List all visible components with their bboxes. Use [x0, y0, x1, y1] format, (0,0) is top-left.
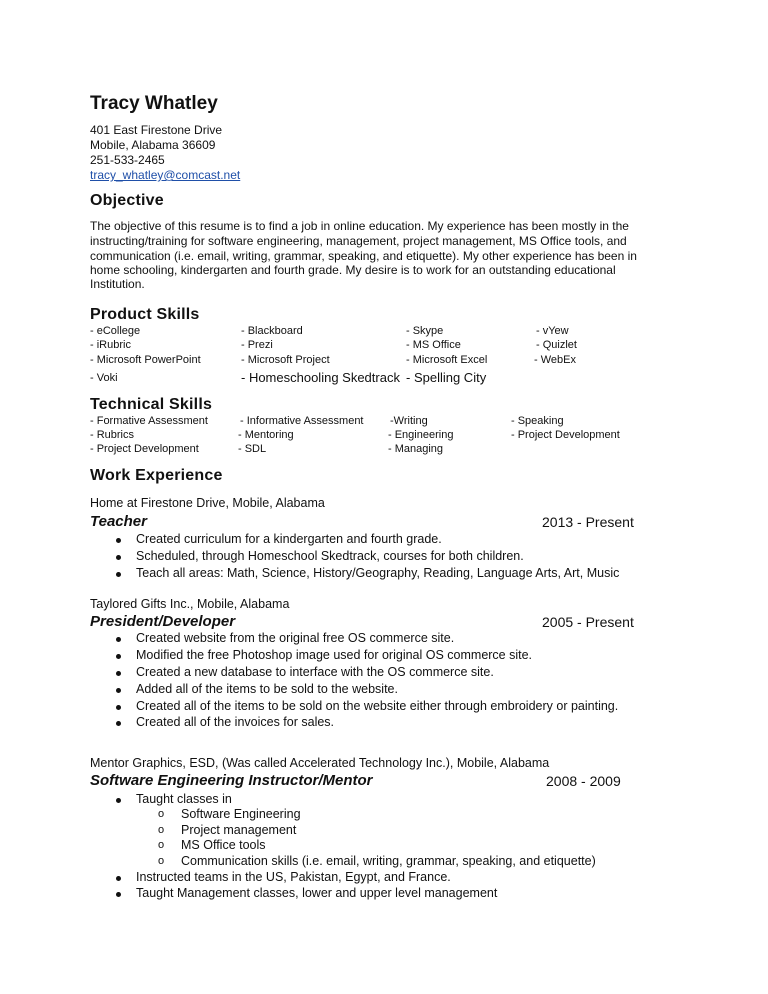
employer-line: Mentor Graphics, ESD, (Was called Accelerated Technology Inc.), Mobile, Alabama — [90, 756, 550, 770]
job-dates: 2005 - Present — [542, 614, 634, 630]
job-bullet: Modified the free Photoshop image used for original OS commerce site. — [136, 648, 533, 662]
product-skill: - Skype — [406, 325, 444, 337]
bullet-icon — [116, 705, 121, 710]
bullet-icon — [116, 555, 121, 560]
technical-skill: - Managing — [388, 443, 444, 455]
bullet-icon — [116, 637, 121, 642]
technical-skill: - Rubrics — [90, 429, 135, 441]
bullet-icon — [116, 671, 121, 676]
bullet-icon — [116, 688, 121, 693]
sub-bullet-icon: o — [158, 824, 165, 836]
sub-bullet-icon: o — [158, 855, 165, 867]
product-skill: - Microsoft PowerPoint — [90, 354, 201, 366]
technical-skill: -Writing — [390, 415, 428, 427]
job-title: President/Developer — [90, 613, 236, 630]
job-bullet: Taught Management classes, lower and upper level management — [136, 886, 498, 900]
technical-skill: - SDL — [238, 443, 267, 455]
objective-heading: Objective — [90, 192, 164, 209]
objective-line: instructing/training for software engineering, management, project management, MS Office tools, and — [90, 234, 627, 248]
sub-bullet-icon: o — [158, 808, 165, 820]
job-bullet: Teach all areas: Math, Science, History/Geography, Reading, Language Arts, Art, Music — [136, 566, 620, 580]
product-skill: - WebEx — [534, 354, 576, 366]
product-skill: - Blackboard — [241, 325, 303, 337]
product-skill: - Quizlet — [536, 339, 577, 351]
technical-skill: - Formative Assessment — [90, 415, 208, 427]
job-title: Teacher — [90, 513, 147, 530]
technical-skill: - Speaking — [511, 415, 564, 427]
address-line-1: 401 East Firestone Drive — [90, 123, 223, 137]
product-skills-heading: Product Skills — [90, 306, 200, 323]
job-bullet: Created a new database to interface with the OS commerce site. — [136, 665, 494, 679]
product-skill: - Homeschooling Skedtrack — [241, 370, 400, 385]
job-bullet: Created all of the items to be sold on the website either through embroidery or painting. — [136, 699, 619, 713]
objective-line: Institution. — [90, 277, 145, 291]
job-bullet: Created website from the original free OS commerce site. — [136, 631, 455, 645]
email-link[interactable]: tracy_whatley@comcast.net — [90, 168, 241, 182]
job-bullet: Instructed teams in the US, Pakistan, Egypt, and France. — [136, 870, 451, 884]
employer-line: Taylored Gifts Inc., Mobile, Alabama — [90, 597, 290, 611]
job-title: Software Engineering Instructor/Mentor — [90, 772, 373, 789]
job-bullet: Scheduled, through Homeschool Skedtrack, courses for both children. — [136, 549, 524, 563]
job-bullet: Created all of the invoices for sales. — [136, 715, 335, 729]
employer-line: Home at Firestone Drive, Mobile, Alabama — [90, 496, 325, 510]
address-line-2: Mobile, Alabama 36609 — [90, 138, 216, 152]
objective-line: communication (i.e. email, writing, grammar, speaking, and etiquette). My other experience has been in — [90, 249, 637, 263]
bullet-icon — [116, 538, 121, 543]
product-skill: - Voki — [90, 372, 118, 384]
job-bullet: Created curriculum for a kindergarten and fourth grade. — [136, 532, 442, 546]
bullet-icon — [116, 876, 121, 881]
product-skill: - Microsoft Excel — [406, 354, 488, 366]
job-bullet: Taught classes in — [136, 792, 232, 806]
sub-bullet-icon: o — [158, 839, 165, 851]
technical-skills-heading: Technical Skills — [90, 396, 213, 413]
bullet-icon — [116, 721, 121, 726]
job-bullet: Added all of the items to be sold to the website. — [136, 682, 398, 696]
technical-skill: - Project Development — [511, 429, 620, 441]
bullet-icon — [116, 798, 121, 803]
product-skill: - eCollege — [90, 325, 141, 337]
technical-skill: - Informative Assessment — [240, 415, 364, 427]
job-sub-bullet: Communication skills (i.e. email, writing, grammar, speaking, and etiquette) — [181, 854, 596, 868]
product-skill: - MS Office — [406, 339, 461, 351]
bullet-icon — [116, 654, 121, 659]
phone-number: 251-533-2465 — [90, 153, 165, 167]
technical-skill: - Engineering — [388, 429, 454, 441]
product-skill: - Prezi — [241, 339, 273, 351]
objective-line: home schooling, kindergarten and fourth grade. My desire is to work for an outstanding educational — [90, 263, 616, 277]
bullet-icon — [116, 572, 121, 577]
product-skill: - iRubric — [90, 339, 131, 351]
bullet-icon — [116, 892, 121, 897]
job-sub-bullet: Software Engineering — [181, 807, 301, 821]
work-experience-heading: Work Experience — [90, 467, 223, 484]
job-dates: 2013 - Present — [542, 514, 634, 530]
product-skill: - vYew — [536, 325, 569, 337]
technical-skill: - Mentoring — [238, 429, 294, 441]
product-skill: - Microsoft Project — [241, 354, 330, 366]
job-sub-bullet: MS Office tools — [181, 838, 266, 852]
technical-skill: - Project Development — [90, 443, 199, 455]
product-skill: - Spelling City — [406, 370, 487, 385]
objective-line: The objective of this resume is to find a job in online education. My experience has been mostly in the — [90, 219, 629, 233]
job-dates: 2008 - 2009 — [546, 773, 621, 789]
resume-name: Tracy Whatley — [90, 93, 218, 114]
job-sub-bullet: Project management — [181, 823, 297, 837]
